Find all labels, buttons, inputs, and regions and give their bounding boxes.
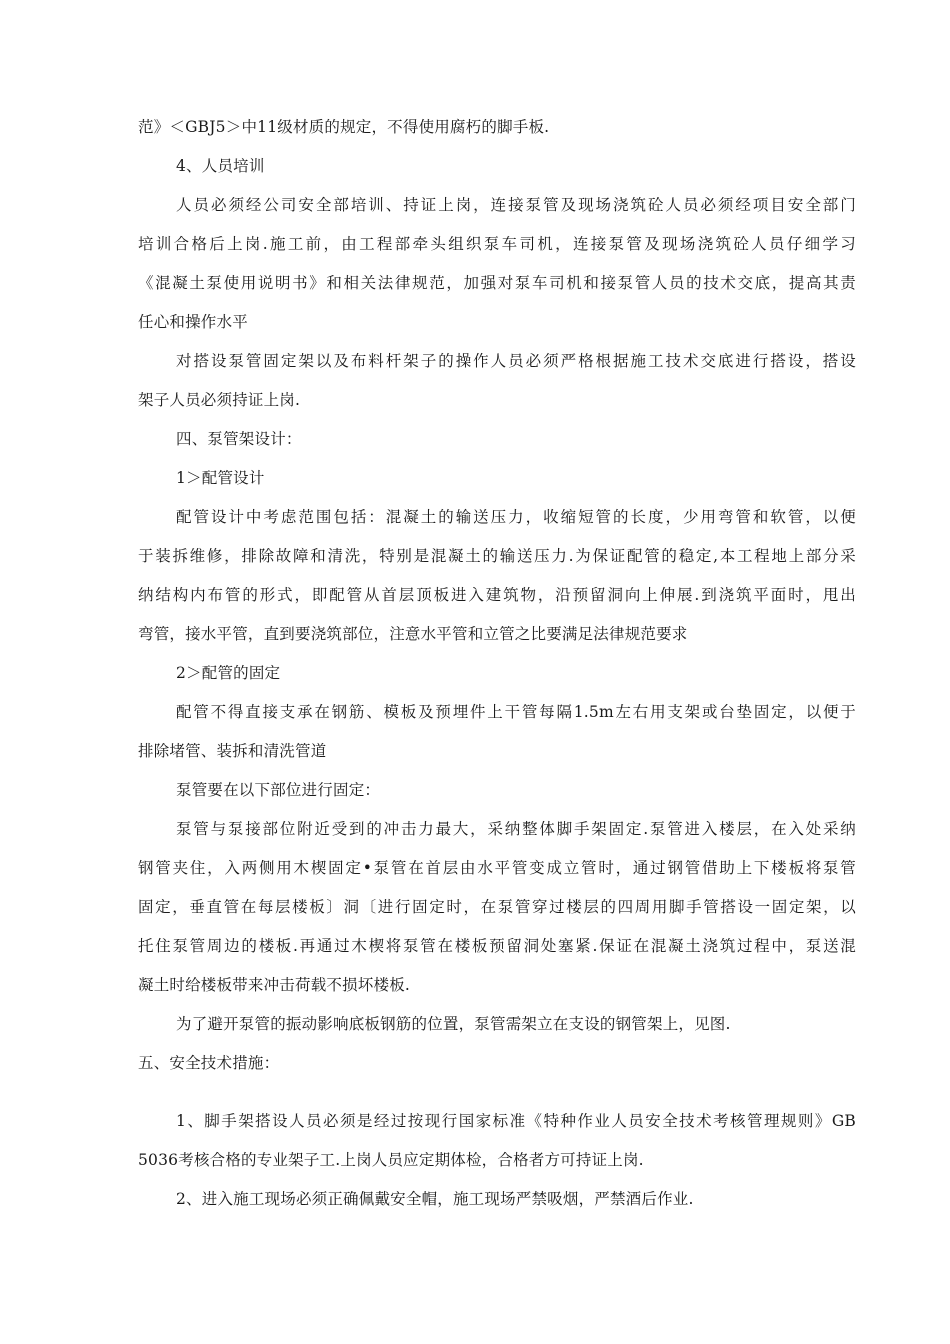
text-line: 泵管要在以下部位进行固定： bbox=[176, 781, 381, 799]
section-heading: 4、人员培训 bbox=[176, 157, 265, 175]
text-line: 1、脚手架搭设人员必须是经过按现行国家标准《特种作业人员安全技术考核管理规则》GB bbox=[176, 1112, 856, 1130]
text-line: 纳结构内布管的形式，即配管从首层顶板进入建筑物，沿预留洞向上伸展.到浇筑平面时，甩出 bbox=[138, 586, 856, 604]
text-line: 任心和操作水平 bbox=[138, 313, 248, 331]
text-line: 于装拆维修，排除故障和清洗，特别是混凝土的输送压力.为保证配管的稳定,本工程地上部分采 bbox=[138, 547, 856, 565]
section-heading: 四、泵管架设计： bbox=[176, 430, 302, 448]
text-line: 凝土时给楼板带来冲击荷载不损坏楼板. bbox=[138, 976, 411, 994]
document-body bbox=[138, 116, 856, 1210]
text-line: 2、进入施工现场必须正确佩戴安全帽，施工现场严禁吸烟，严禁酒后作业. bbox=[176, 1190, 694, 1208]
text-line: 配管不得直接支承在钢筋、模板及预埋件上干管每隔1.5m左右用支架或台垫固定，以便于 bbox=[176, 703, 856, 721]
text-line: 5036考核合格的专业架子工.上岗人员应定期体检，合格者方可持证上岗. bbox=[138, 1151, 644, 1169]
text-line: 排除堵管、装拆和清洗管道 bbox=[138, 742, 327, 760]
subsection-heading: 1＞配管设计 bbox=[176, 469, 265, 487]
section-heading: 五、安全技术措施： bbox=[138, 1054, 280, 1072]
subsection-heading: 2＞配管的固定 bbox=[176, 664, 281, 682]
text-line: 《混凝土泵使用说明书》和相关法律规范，加强对泵车司机和接泵管人员的技术交底，提高其责 bbox=[138, 274, 856, 292]
text-line: 培训合格后上岗.施工前，由工程部牵头组织泵车司机，连接泵管及现场浇筑砼人员仔细学习 bbox=[138, 235, 856, 253]
text-line: 托住泵管周边的楼板.再通过木楔将泵管在楼板预留洞处塞紧.保证在混凝土浇筑过程中，泵送混 bbox=[138, 937, 856, 955]
text-line: 架子人员必须持证上岗. bbox=[138, 391, 301, 409]
text-line: 钢管夹住，入两侧用木楔固定•泵管在首层由水平管变成立管时，通过钢管借助上下楼板将泵管 bbox=[138, 859, 856, 877]
text-line: 配管设计中考虑范围包括：混凝土的输送压力，收缩短管的长度，少用弯管和软管，以便 bbox=[176, 508, 856, 526]
text-line: 为了避开泵管的振动影响底板钢筋的位置，泵管需架立在支设的钢管架上，见图. bbox=[176, 1015, 731, 1033]
text-line: 固定，垂直管在每层楼板〕洞〔进行固定时，在泵管穿过楼层的四周用脚手管搭设一固定架，以 bbox=[138, 898, 856, 916]
text-line: 人员必须经公司安全部培训、持证上岗，连接泵管及现场浇筑砼人员必须经项目安全部门 bbox=[176, 196, 856, 214]
text-line: 泵管与泵接部位附近受到的冲击力最大，采纳整体脚手架固定.泵管进入楼层，在入处采纳 bbox=[176, 820, 856, 838]
text-line: 范》＜GBJ5＞中11级材质的规定，不得使用腐朽的脚手板. bbox=[138, 118, 550, 136]
text-line: 弯管，接水平管，直到要浇筑部位，注意水平管和立管之比要满足法律规范要求 bbox=[138, 625, 688, 643]
text-line: 对搭设泵管固定架以及布料杆架子的操作人员必须严格根据施工技术交底进行搭设，搭设 bbox=[176, 352, 856, 370]
